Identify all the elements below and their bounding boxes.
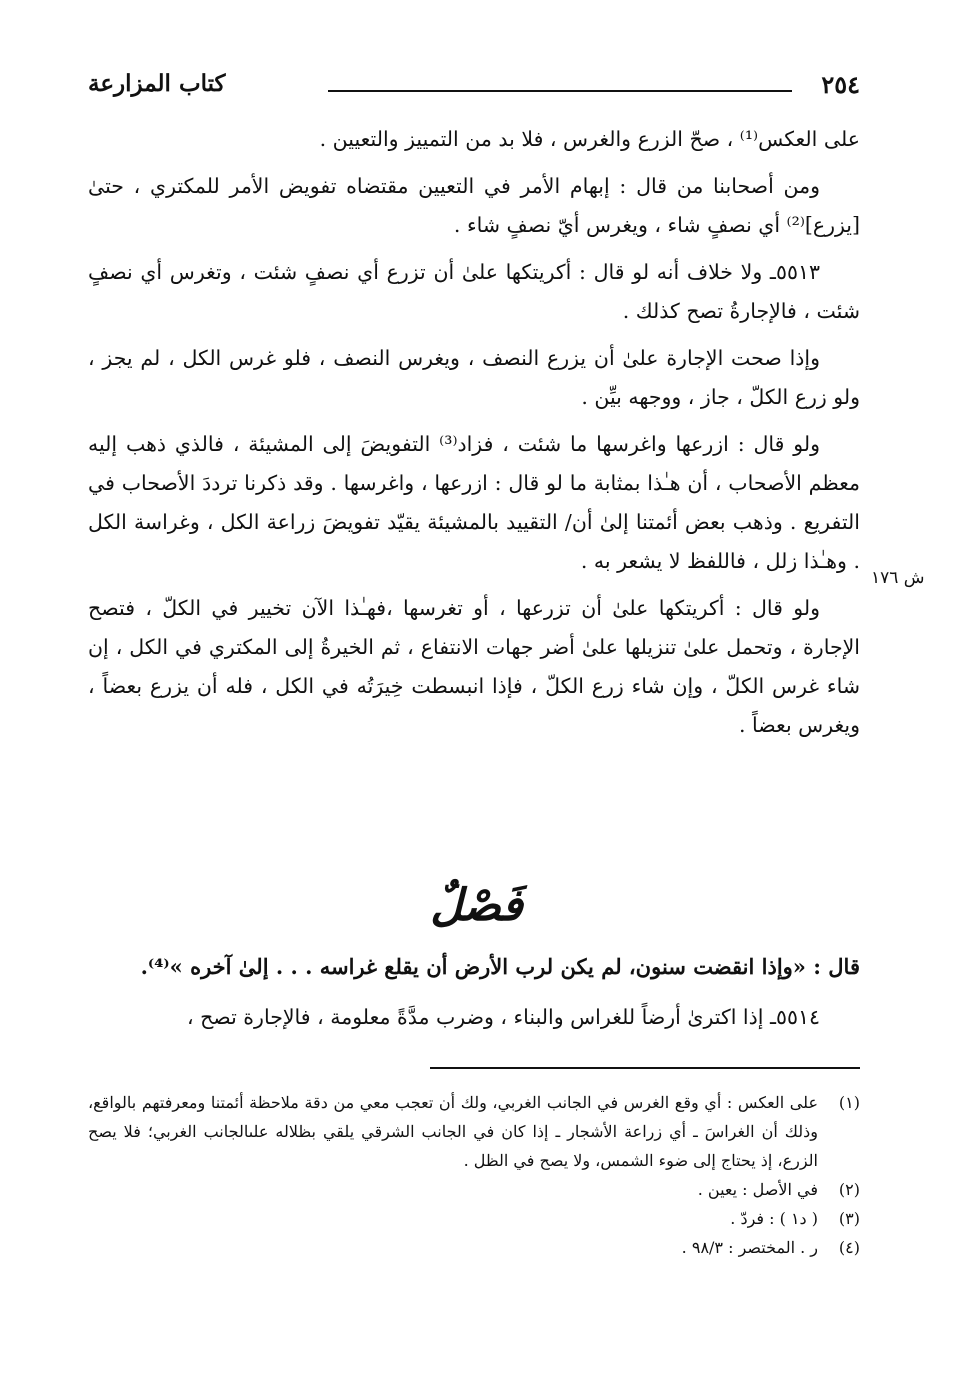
footnote-number: (٣) <box>838 1209 860 1228</box>
page-header <box>88 68 860 108</box>
footnote <box>88 1088 860 1175</box>
paragraph: على العكس⁽¹⁾ ، صحّ الزرع والغرس ، فلا بد من التمييز والتعيين . <box>319 127 860 151</box>
footnote-number: (١) <box>838 1093 860 1112</box>
footnote <box>88 1204 860 1233</box>
paragraph: ٥٥١٣ـ ولا خلاف أنه لو قال : أكريتكها علىٰ أن تزرع أي نصفٍ شئت ، وتغرس أي نصفٍ شئت ، فالإجارةُ تصح كذلك . <box>88 260 860 323</box>
main-text <box>88 120 860 753</box>
footnote-text: على العكس : أي وقع الغرس في الجانب الغربي، ولك أن تعجب معي من دقة ملاحظة أئمتنا ومعرفتهم بالواقع، وذلك أن الغراسَ ـ أي زراعة الأشجار ـ إذا كان في الجانب الشرقي يلقي بظلاله علىالجانب الغربي؛ فلا يصح الزرع، إذ يحتاج إلى ضوء الشمس، ولا يصح في الظل . <box>88 1093 818 1170</box>
section-heading: فَصْلٌ <box>430 880 523 931</box>
margin-note: ش ١٧٦ <box>871 568 925 588</box>
footnote-number: (٢) <box>838 1180 860 1199</box>
footnotes <box>88 1088 860 1262</box>
book-title: كتاب المزارعة <box>88 70 226 97</box>
footnote-text: في الأصل : يعين . <box>697 1180 818 1199</box>
quoted-text: قال : «وإذا انقضت سنون، لم يكن لرب الأرض أن يقلع غراسه . . . إلىٰ آخره »⁽⁴⁾. <box>140 954 860 979</box>
paragraph: ولو قال : أكريتكها علىٰ أن تزرعها ، أو تغرسها ،فهـٰذا الآن تخيير في الكلّ ، فتصح الإجارة ، وتحمل علىٰ تنزيلها علىٰ أضر جهات الانتفاع ، ثم الخيرةُ إلى المكتري في الكل ، إن شاء غرس الكلّ ، وإن شاء زرع الكلّ ، فإذا انبسطت خِيرَتُه في الكل ، فله أن يزرع بعضاً ، ويغرس بعضاً . <box>88 596 860 737</box>
footnote <box>88 1233 860 1262</box>
footnote-number: (٤) <box>838 1238 860 1257</box>
page-number: ٢٥٤ <box>821 70 860 99</box>
footnote <box>88 1175 860 1204</box>
paragraph: ومن أصحابنا من قال : إبهام الأمر في التعيين مقتضاه تفويض الأمر للمكتري ، حتىٰ [يزرع]⁽²⁾ أي نصفٍ شاء ، ويغرس أيّ نصفٍ شاء . <box>88 174 860 237</box>
paragraph: ٥٥١٤ـ إذا اكترىٰ أرضاً للغراس والبناء ، وضرب مدَّةً معلومة ، فالإجارة تصح ، <box>186 1005 820 1029</box>
footnote-text: ر . المختصر : ٩٨/٣ . <box>681 1238 818 1257</box>
paragraph: وإذا صحت الإجارة علىٰ أن يزرع النصف ، ويغرس النصف ، فلو غرس الكل ، لم يجز ، ولو زرع الكلّ ، جاز ، ووجهه بيِّن . <box>88 346 860 409</box>
paragraph: ولو قال : ازرعها واغرسها ما شئت ، فزاد⁽³⁾ التفويضَ إلى المشيئة ، فالذي ذهب إليه معظم الأصحاب ، أن هـٰذا بمثابة ما لو قال : ازرعها ، واغرسها . وقد ذكرنا ترددَ الأصحاب في التفريع . وذهب بعض أئمتنا إلىٰ أن/ التقييد بالمشيئة يقيّد تفويضَ زراعة الكل ، وغراسة الكل . وهـٰذا زلل ، فاللفظ لا يشعر به . <box>88 432 861 573</box>
header-rule <box>328 90 792 92</box>
footnote-rule <box>430 1067 860 1069</box>
footnote-text: ( د١ ) : فردّ . <box>730 1209 818 1228</box>
